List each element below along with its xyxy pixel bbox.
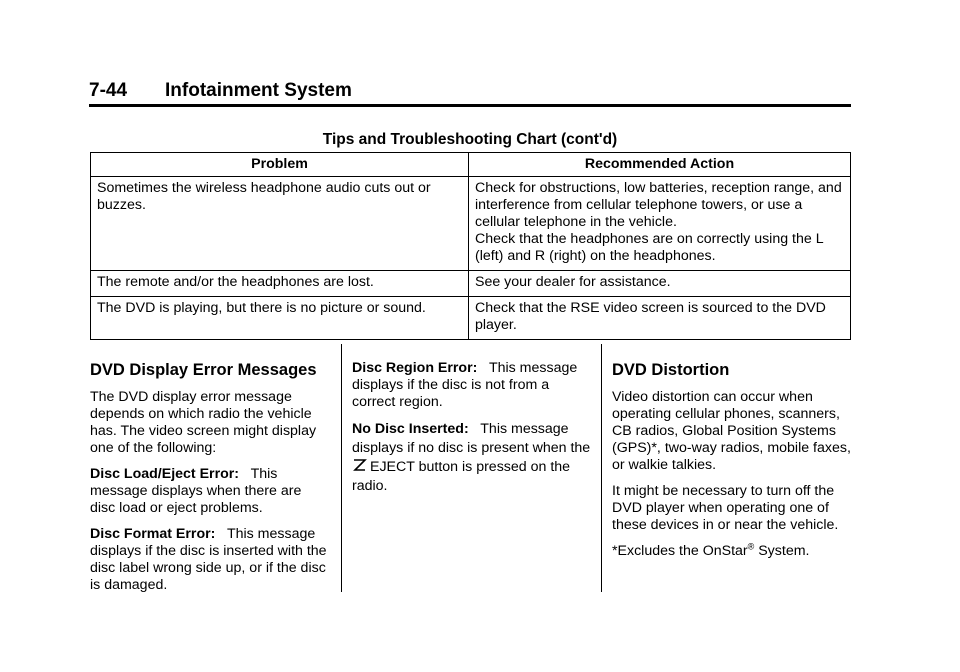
column-header-problem: Problem xyxy=(91,153,469,177)
error-term: Disc Format Error: xyxy=(90,526,216,542)
distortion-column xyxy=(612,360,857,569)
column-divider xyxy=(341,344,342,592)
error-term: No Disc Inserted: xyxy=(352,421,469,437)
section-heading: DVD Distortion xyxy=(612,361,730,379)
problem-cell: The DVD is playing, but there is no picture or sound. xyxy=(91,297,469,340)
table-row xyxy=(91,271,851,297)
section-title: Infotainment System xyxy=(165,80,352,101)
action-cell: Check that the RSE video screen is sourced to the DVD player. xyxy=(469,297,851,340)
error-description: This message displays if no disc is present when the xyxy=(352,421,591,456)
problem-cell: Sometimes the wireless headphone audio cuts out or buzzes. xyxy=(91,177,469,271)
table-row xyxy=(91,177,851,271)
error-term: Disc Region Error: xyxy=(352,360,478,376)
footnote-text: *Excludes the OnStar xyxy=(612,543,748,559)
error-messages-continued-column xyxy=(352,360,592,505)
page-number: 7-44 xyxy=(89,80,128,101)
error-messages-column xyxy=(90,360,330,603)
eject-icon xyxy=(352,458,367,473)
paragraph: It might be necessary to turn off the DVD player when operating one of these devices in or near the vehicle. xyxy=(612,483,839,533)
table-row xyxy=(91,297,851,340)
error-item xyxy=(90,466,330,517)
registered-mark: ® xyxy=(747,541,755,552)
column-header-action: Recommended Action xyxy=(469,153,851,177)
problem-cell: The remote and/or the headphones are lost. xyxy=(91,271,469,297)
chart-caption: Tips and Troubleshooting Chart (cont'd) xyxy=(322,131,618,148)
intro-paragraph: The DVD display error message depends on which radio the vehicle has. The video screen might display one of the following: xyxy=(90,389,317,456)
footnote-text-end: System. xyxy=(754,543,810,559)
footnote xyxy=(612,543,857,560)
header-rule xyxy=(89,104,851,107)
page-header xyxy=(89,80,352,102)
table-header-row xyxy=(91,153,851,177)
error-description-cont: EJECT button is pressed on the radio. xyxy=(352,459,571,494)
error-description: This message displays if the disc is not from a correct region. xyxy=(352,360,578,410)
troubleshooting-table xyxy=(90,152,851,340)
error-item xyxy=(90,526,330,594)
error-term: Disc Load/Eject Error: xyxy=(90,466,240,482)
error-item xyxy=(352,360,592,411)
action-cell xyxy=(469,177,851,271)
action-text: Check for obstructions, low batteries, reception range, and interference from cellular telephone towers, or use a cellular telephone in the vehicle. xyxy=(475,180,842,230)
action-cell: See your dealer for assistance. xyxy=(469,271,851,297)
column-divider xyxy=(601,344,602,592)
error-description: This message displays when there are disc load or eject problems. xyxy=(90,466,302,516)
error-description: This message displays if the disc is inserted with the disc label wrong side up, or if the disc is damaged. xyxy=(90,526,327,593)
paragraph: Video distortion can occur when operating cellular phones, scanners, CB radios, Global Position Systems (GPS)*, two-way radios, mobile faxes, or walkie talkies. xyxy=(612,389,851,473)
error-item xyxy=(352,420,592,496)
action-text: Check that the headphones are on correctly using the L (left) and R (right) on the headphones. xyxy=(475,231,824,264)
section-heading: DVD Display Error Messages xyxy=(90,361,317,379)
